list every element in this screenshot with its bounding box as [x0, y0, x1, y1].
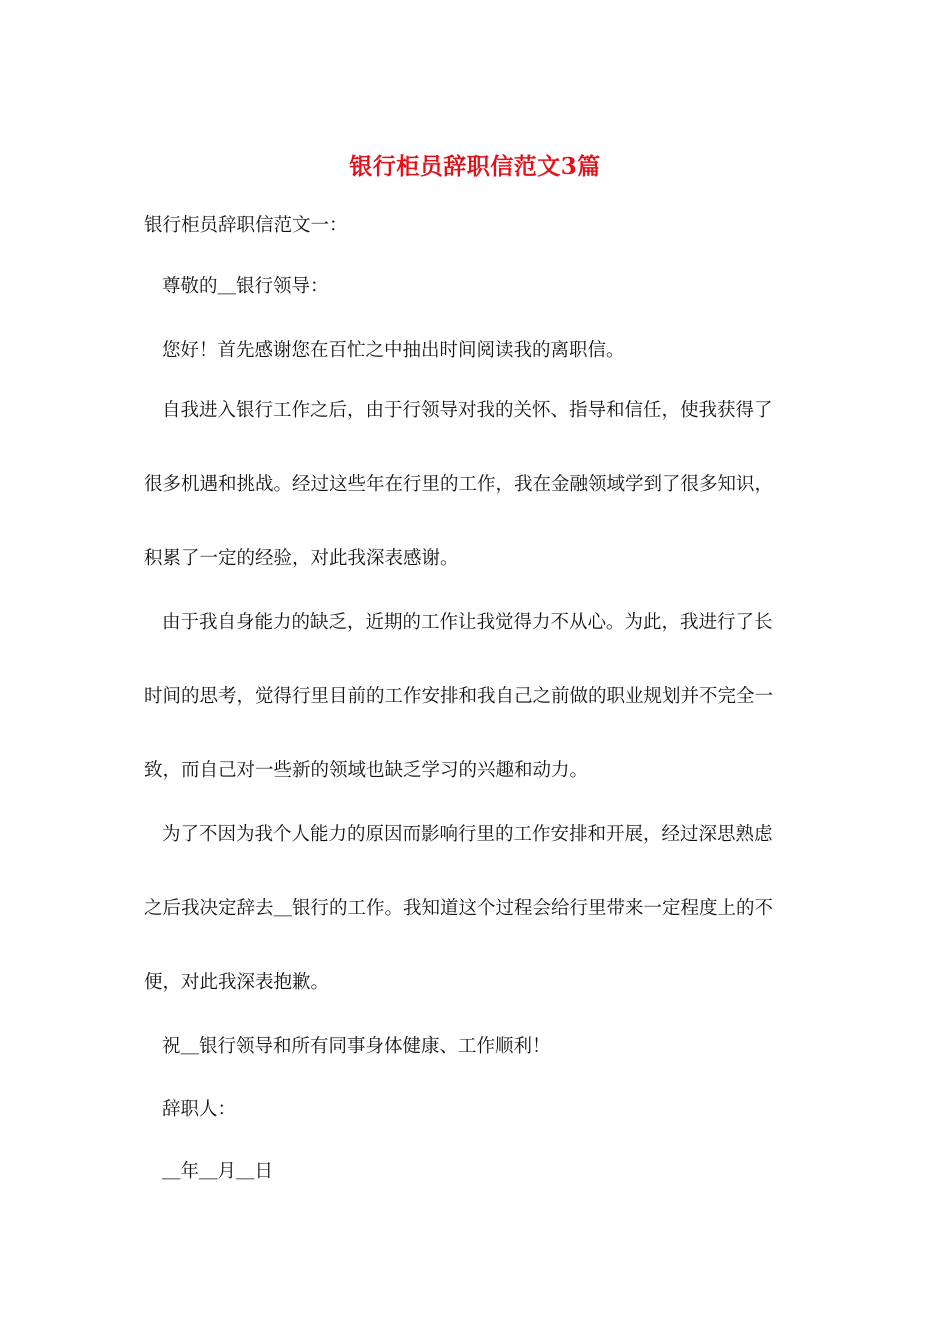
closing-wish: 祝＿银行领导和所有同事身体健康、工作顺利！ — [162, 1036, 551, 1057]
signature-line: 辞职人： — [162, 1099, 237, 1120]
date-line: ＿年＿月＿日 — [162, 1161, 274, 1182]
paragraph-3-line-3: 便，对此我深表抱歉。 — [144, 972, 330, 993]
paragraph-1-line-1: 自我进入银行工作之后，由于行领导对我的关怀、指导和信任，使我获得了 — [162, 400, 773, 421]
section-heading: 银行柜员辞职信范文一： — [144, 215, 348, 236]
paragraph-2-line-2: 时间的思考，觉得行里目前的工作安排和我自己之前做的职业规划并不完全一 — [144, 686, 774, 707]
paragraph-3-line-2: 之后我决定辞去＿银行的工作。我知道这个过程会给行里带来一定程度上的不 — [144, 898, 774, 919]
greeting: 您好！首先感谢您在百忙之中抽出时间阅读我的离职信。 — [162, 340, 625, 361]
paragraph-1-line-2: 很多机遇和挑战。经过这些年在行里的工作，我在金融领域学到了很多知识， — [144, 474, 774, 495]
paragraph-2-line-3: 致，而自己对一些新的领域也缺乏学习的兴趣和动力。 — [144, 760, 589, 781]
paragraph-1-line-3: 积累了一定的经验，对此我深表感谢。 — [144, 548, 459, 569]
paragraph-3-line-1: 为了不因为我个人能力的原因而影响行里的工作安排和开展，经过深思熟虑 — [162, 824, 773, 845]
document-title: 银行柜员辞职信范文3篇 — [349, 153, 601, 180]
paragraph-2-line-1: 由于我自身能力的缺乏，近期的工作让我觉得力不从心。为此，我进行了长 — [162, 612, 773, 633]
salutation: 尊敬的＿银行领导： — [162, 276, 329, 297]
